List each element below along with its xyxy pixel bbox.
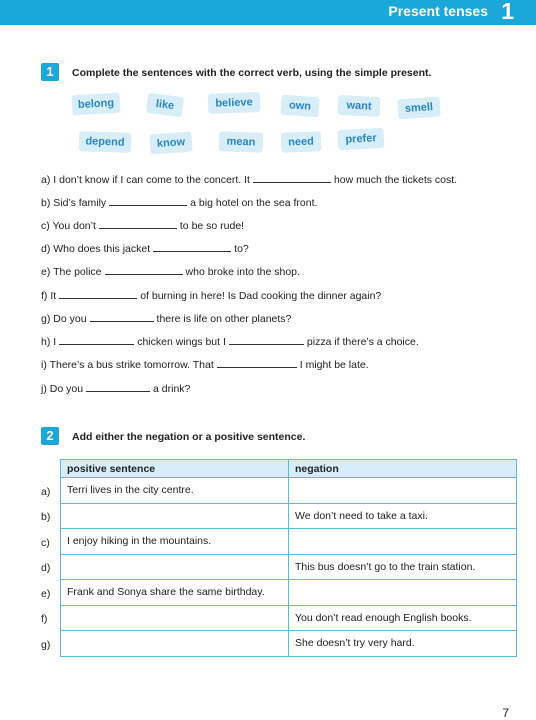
row-label: f) — [41, 613, 48, 625]
positive-cell[interactable] — [61, 605, 289, 631]
table-row — [61, 554, 517, 580]
sentence-label: e) — [41, 266, 51, 278]
word-chip: like — [146, 93, 184, 117]
answer-blank[interactable] — [109, 196, 187, 206]
word-chip: want — [338, 95, 381, 117]
sentence-f — [41, 289, 381, 302]
positive-cell[interactable] — [61, 631, 289, 657]
sentence-j — [41, 382, 190, 395]
table-row — [61, 529, 517, 555]
sentence-label: b) — [41, 197, 51, 209]
sentence-text: chicken wings but I — [137, 336, 226, 348]
header-bar — [0, 0, 536, 25]
unit-number: 1 — [501, 0, 514, 24]
sentence-text: a big hotel on the sea front. — [190, 197, 318, 209]
sentence-text: pizza if there’s a choice. — [306, 336, 419, 348]
sentence-text: I — [53, 336, 57, 348]
sentence-label: d) — [41, 243, 51, 255]
sentence-text: You don’t — [52, 220, 96, 232]
answer-blank[interactable] — [59, 289, 137, 299]
sentence-text: Who does this jacket — [53, 243, 151, 255]
answer-blank[interactable] — [59, 335, 134, 345]
sentence-i — [41, 358, 369, 371]
positive-cell[interactable]: Frank and Sonya share the same birthday. — [61, 580, 289, 606]
row-label: e) — [41, 588, 51, 600]
sentence-text: There’s a bus strike tomorrow. That — [49, 359, 214, 371]
answer-blank[interactable] — [253, 173, 331, 183]
word-chip: believe — [208, 92, 261, 114]
answer-blank[interactable] — [99, 219, 177, 229]
word-chip: need — [281, 131, 322, 152]
exercise-2-badge: 2 — [41, 427, 59, 445]
sentence-h — [41, 335, 419, 348]
negation-cell[interactable]: She doesn’t try very hard. — [289, 631, 517, 657]
sentence-text: who broke into the shop. — [185, 266, 300, 278]
answer-blank[interactable] — [86, 382, 150, 392]
exercise-1-instruction: Complete the sentences with the correct verb, using the simple present. — [72, 67, 432, 79]
sentence-text: of burning in here! Is Dad cooking the dinner again? — [140, 290, 382, 302]
positive-cell[interactable] — [61, 554, 289, 580]
column-header-negation: negation — [289, 460, 517, 478]
sentence-text: to? — [234, 243, 249, 255]
row-label: g) — [41, 639, 51, 651]
sentence-text: The police — [53, 266, 102, 278]
sentence-e — [41, 265, 300, 278]
sentence-text: a drink? — [153, 383, 191, 395]
table-header-row — [61, 460, 517, 478]
negation-cell[interactable] — [289, 580, 517, 606]
sentence-a — [41, 173, 457, 186]
positive-cell[interactable] — [61, 503, 289, 529]
row-label: c) — [41, 537, 50, 549]
sentence-label: c) — [41, 220, 50, 232]
row-label: b) — [41, 511, 51, 523]
word-chip: own — [280, 95, 319, 118]
word-chip: mean — [219, 131, 264, 153]
word-chip: belong — [72, 93, 121, 115]
sentence-label: a) — [41, 174, 51, 186]
table-row — [61, 605, 517, 631]
answer-blank[interactable] — [105, 265, 183, 275]
column-header-positive: positive sentence — [61, 460, 289, 478]
sentence-b — [41, 196, 317, 209]
sentence-label: f) — [41, 290, 48, 302]
sentence-text: Do you — [53, 313, 87, 325]
sentence-label: j) — [41, 383, 47, 395]
answer-blank[interactable] — [229, 335, 304, 345]
row-label: a) — [41, 486, 51, 498]
sentence-text: I might be late. — [299, 359, 369, 371]
page-number: 7 — [502, 706, 509, 720]
positive-cell[interactable]: Terri lives in the city centre. — [61, 478, 289, 504]
negation-cell[interactable] — [289, 478, 517, 504]
table-row — [61, 631, 517, 657]
sentence-c — [41, 219, 244, 232]
answer-blank[interactable] — [90, 312, 154, 322]
exercise-1-badge: 1 — [41, 63, 59, 81]
section-title: Present tenses — [388, 3, 488, 19]
sentence-text: It — [50, 290, 57, 302]
negation-cell[interactable]: We don’t need to take a taxi. — [289, 503, 517, 529]
sentence-label: g) — [41, 313, 51, 325]
sentence-text: how much the tickets cost. — [333, 174, 458, 186]
sentence-text: Sid’s family — [53, 197, 107, 209]
table-row — [61, 503, 517, 529]
negation-cell[interactable]: This bus doesn’t go to the train station. — [289, 554, 517, 580]
sentence-d — [41, 242, 249, 255]
word-chip: depend — [79, 131, 132, 153]
word-chip: prefer — [338, 128, 385, 150]
word-chip: know — [149, 132, 192, 155]
negation-cell[interactable] — [289, 529, 517, 555]
sentence-text: there is life on other planets? — [156, 313, 292, 325]
table-row — [61, 478, 517, 504]
word-chip: smell — [397, 97, 440, 120]
row-label: d) — [41, 562, 51, 574]
sentence-text: to be so rude! — [179, 220, 245, 232]
answer-blank[interactable] — [217, 358, 297, 368]
sentence-text: I don’t know if I can come to the concert. It — [53, 174, 250, 186]
sentence-text: Do you — [49, 383, 84, 395]
negation-cell[interactable]: You don’t read enough English books. — [289, 605, 517, 631]
exercise-2-instruction: Add either the negation or a positive sentence. — [72, 431, 306, 443]
sentence-label: h) — [41, 336, 51, 348]
positive-cell[interactable]: I enjoy hiking in the mountains. — [61, 529, 289, 555]
answer-blank[interactable] — [153, 242, 231, 252]
sentence-label: i) — [41, 359, 47, 371]
sentence-table — [60, 459, 517, 657]
table-row — [61, 580, 517, 606]
sentence-g — [41, 312, 291, 325]
